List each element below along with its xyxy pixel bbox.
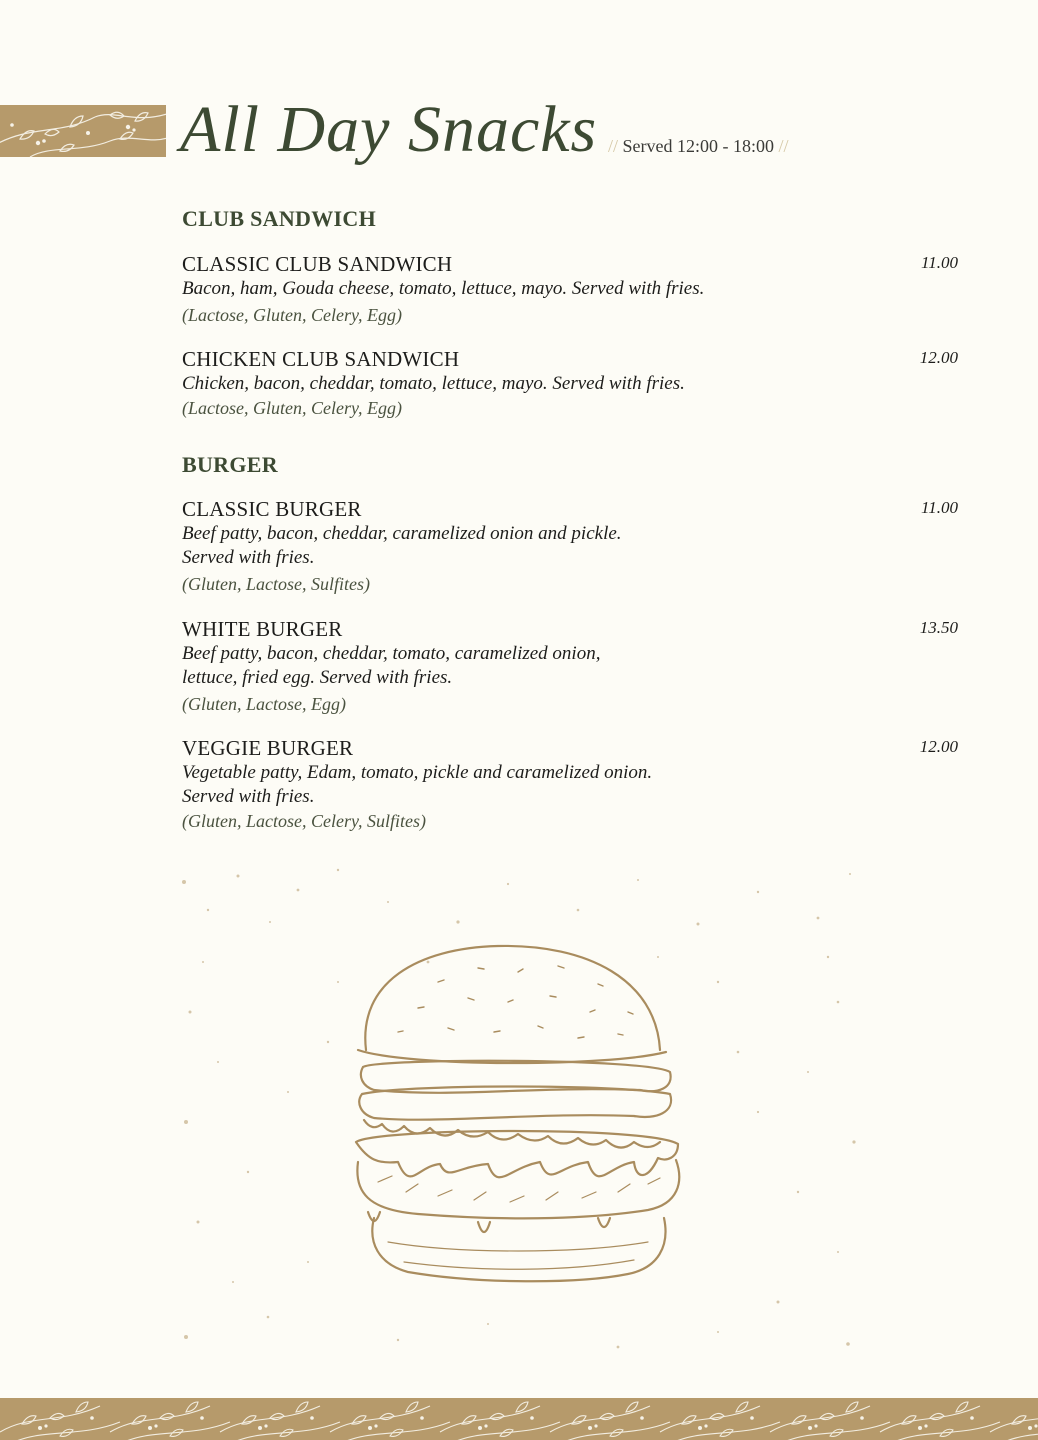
section-heading-burger: BURGER: [182, 452, 278, 477]
leaf-pattern-icon: [0, 1398, 1038, 1440]
item-name: VEGGIE BURGER: [182, 736, 354, 760]
item-price: 12.00: [919, 737, 958, 756]
decorative-leaf-band-top: [0, 105, 166, 157]
item-description-line: lettuce, fried egg. Served with fries.: [182, 667, 453, 688]
serving-hours: [608, 136, 789, 157]
item-description-line: Chicken, bacon, cheddar, tomato, lettuce, mayo. Served with fries.: [182, 373, 685, 394]
item-description-line: Served with fries.: [182, 786, 315, 807]
item-description-line: Vegetable patty, Edam, tomato, pickle and caramelized onion.: [182, 762, 653, 783]
item-allergens: (Gluten, Lactose, Celery, Sulfites): [182, 811, 426, 831]
page-title: All Day Snacks: [180, 93, 598, 166]
menu-item-chicken-club-sandwich: [182, 346, 958, 420]
burger-illustration: [178, 862, 868, 1357]
section-heading-club-sandwich: CLUB SANDWICH: [182, 206, 376, 231]
item-description-line: Bacon, ham, Gouda cheese, tomato, lettuce, mayo. Served with fries.: [182, 278, 705, 299]
menu-item-classic-club-sandwich: [182, 251, 958, 327]
served-slashes-right: //: [778, 136, 789, 156]
decorative-leaf-band-bottom: [0, 1398, 1038, 1440]
item-price: 13.50: [919, 618, 958, 637]
item-description-line: Beef patty, bacon, cheddar, caramelized onion and pickle.: [182, 523, 622, 544]
item-allergens: (Lactose, Gluten, Celery, Egg): [182, 305, 402, 325]
item-allergens: (Gluten, Lactose, Egg): [182, 694, 346, 714]
item-description-line: Served with fries.: [182, 547, 315, 568]
item-name: CHICKEN CLUB SANDWICH: [182, 347, 460, 371]
item-name: CLASSIC BURGER: [182, 497, 362, 521]
item-allergens: (Lactose, Gluten, Celery, Egg): [182, 398, 402, 418]
menu-item-classic-burger: [182, 496, 958, 596]
item-description-line: Beef patty, bacon, cheddar, tomato, caramelized onion,: [182, 643, 601, 664]
served-hours-text: Served 12:00 - 18:00: [622, 136, 774, 156]
item-price: 11.00: [921, 253, 958, 272]
served-slashes-left: //: [608, 136, 619, 156]
item-allergens: (Gluten, Lactose, Sulfites): [182, 574, 370, 594]
item-name: CLASSIC CLUB SANDWICH: [182, 252, 453, 276]
leaf-pattern-icon: [0, 105, 166, 157]
menu-item-veggie-burger: [182, 735, 958, 833]
burger-sketch-icon: [178, 862, 868, 1357]
item-name: WHITE BURGER: [182, 617, 343, 641]
menu-item-white-burger: [182, 616, 958, 716]
item-price: 12.00: [919, 348, 958, 367]
item-price: 11.00: [921, 498, 958, 517]
